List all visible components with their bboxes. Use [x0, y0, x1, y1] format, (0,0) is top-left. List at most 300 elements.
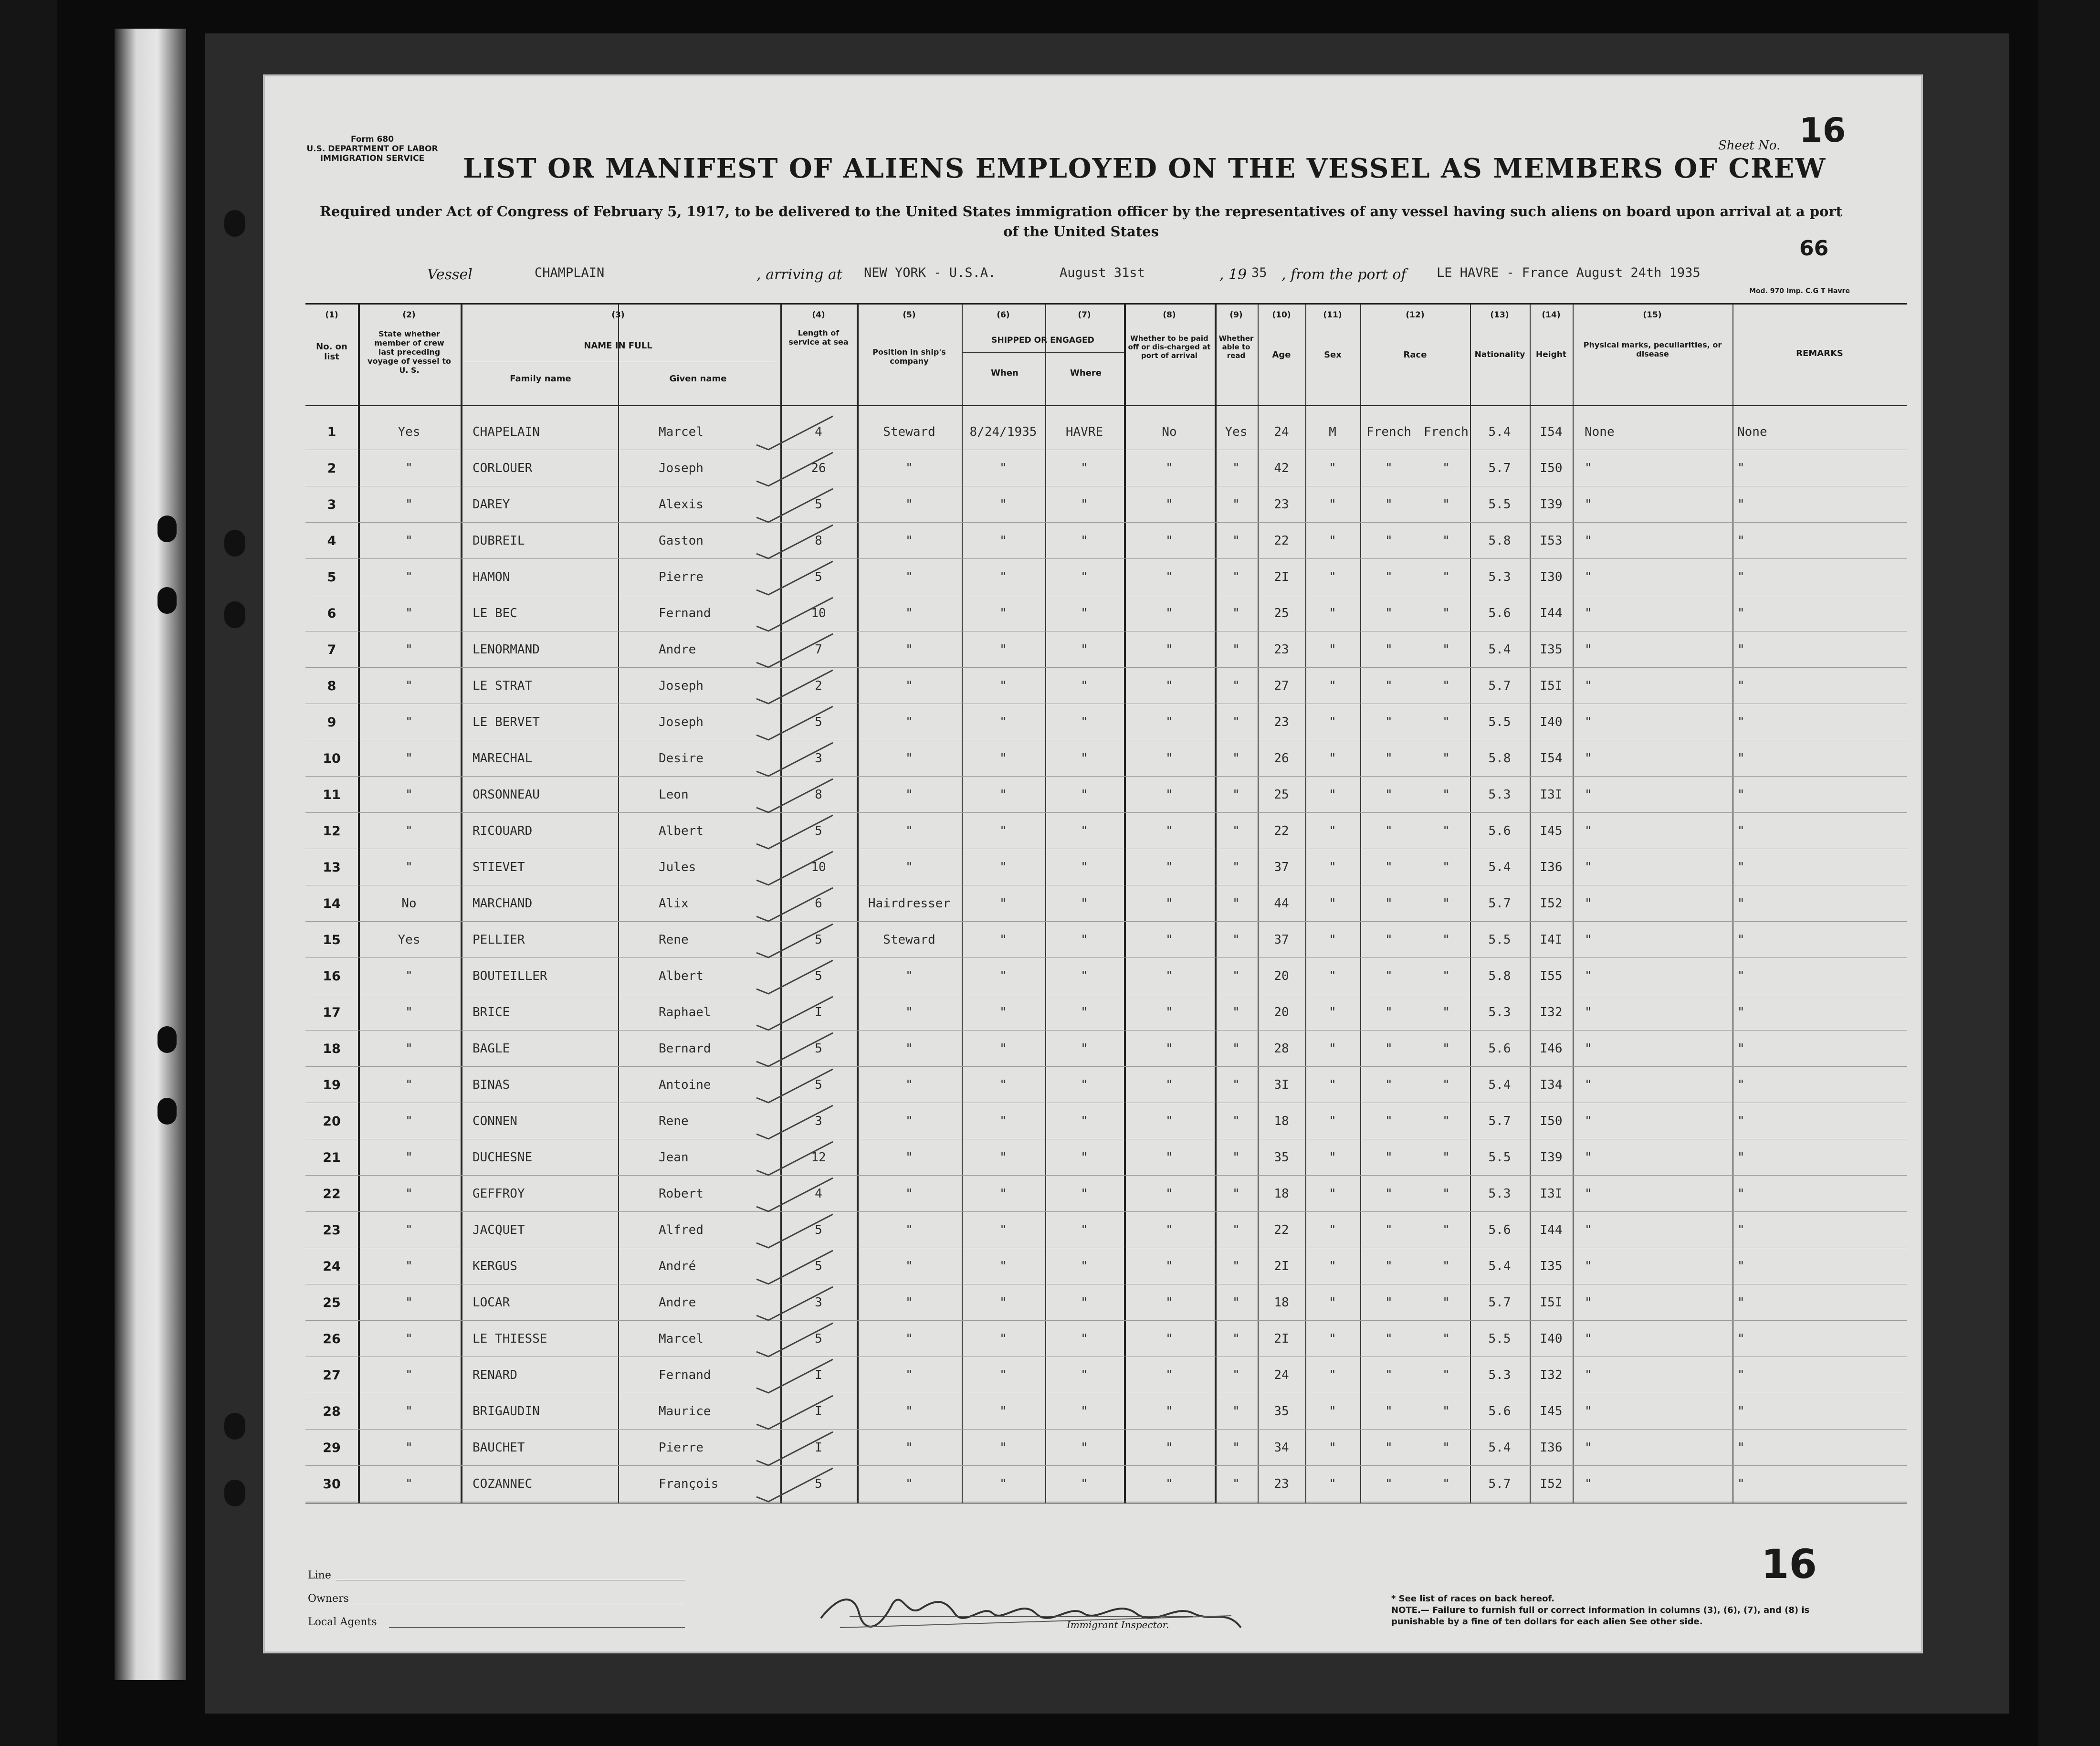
cell-race: " [1385, 1441, 1393, 1455]
cell-nationality: " [1442, 1332, 1450, 1346]
cell-race: " [1385, 896, 1393, 911]
cell-family: LE BEC [472, 606, 517, 621]
year-prefix: , 19 [1219, 266, 1247, 283]
cell-position: " [905, 751, 913, 766]
cell-read: " [1232, 969, 1240, 983]
row-number: 6 [327, 606, 336, 621]
cell-race: " [1385, 606, 1393, 621]
cell-service: 5 [815, 715, 822, 729]
column-number: (9) [1229, 310, 1243, 320]
row-number: 8 [327, 679, 336, 694]
cell-race: " [1385, 715, 1393, 729]
cell-voyage: " [405, 1223, 413, 1237]
cell-paid: " [1166, 570, 1173, 584]
cell-remarks: " [1737, 1150, 1745, 1165]
cell-marks: " [1585, 1041, 1592, 1056]
cell-paid: " [1166, 933, 1173, 947]
cell-voyage: " [405, 751, 413, 766]
cell-family: BAUCHET [472, 1441, 525, 1455]
cell-weight: I40 [1540, 1332, 1563, 1346]
cell-where: " [1081, 896, 1088, 911]
cell-service: 6 [815, 896, 822, 911]
cell-service: I [815, 1441, 822, 1455]
cell-service: 3 [815, 1114, 822, 1128]
cell-paid: " [1166, 896, 1173, 911]
cell-age: 35 [1274, 1150, 1289, 1165]
cell-read: " [1232, 642, 1240, 657]
cell-marks: " [1585, 1441, 1592, 1455]
binder-strip [115, 29, 186, 1680]
cell-when: 8/24/1935 [969, 425, 1037, 439]
cell-service: 5 [815, 497, 822, 512]
cell-age: 20 [1274, 1005, 1289, 1020]
cell-age: 27 [1274, 679, 1289, 693]
cell-marks: " [1585, 534, 1592, 548]
cell-race: " [1385, 860, 1393, 874]
cell-position: " [905, 679, 913, 693]
cell-read: " [1232, 1259, 1240, 1273]
row-number: 13 [323, 860, 341, 875]
column-number: (14) [1542, 310, 1561, 320]
from-port-label: , from the port of [1281, 266, 1407, 283]
column-number: (12) [1406, 310, 1425, 320]
cell-read: " [1232, 534, 1240, 548]
cell-age: 42 [1274, 461, 1289, 475]
where-header: Where [1070, 368, 1102, 378]
cell-race: " [1385, 497, 1393, 512]
cell-when: " [999, 1005, 1007, 1020]
cell-where: " [1081, 1114, 1088, 1128]
cell-marks: " [1585, 1259, 1592, 1273]
vessel-label: Vessel [427, 266, 472, 283]
cell-age: 23 [1274, 642, 1289, 657]
cell-height: 5.3 [1488, 788, 1511, 802]
cell-read: " [1232, 570, 1240, 584]
cell-height: 5.7 [1488, 1295, 1511, 1310]
cell-given: Desire [659, 751, 704, 766]
voyage-header: State whether member of crew last preceding voyage of vessel to U. S. [368, 329, 451, 375]
row-rule [305, 1175, 1907, 1176]
row-number: 17 [323, 1005, 341, 1020]
cell-race: " [1385, 788, 1393, 802]
binder-hole [158, 515, 177, 542]
cell-race: " [1385, 1223, 1393, 1237]
penalty-note: NOTE.— Failure to furnish full or correct information in columns (3), (6), (7), and (8) is punishable by a fine of ten dollars for each alien See other side. [1391, 1605, 1810, 1627]
cell-where: " [1081, 679, 1088, 693]
cell-where: " [1081, 1005, 1088, 1020]
cell-remarks: " [1737, 969, 1745, 983]
cell-height: 5.6 [1488, 824, 1511, 838]
cell-where: " [1081, 1187, 1088, 1201]
cell-paid: " [1166, 1404, 1173, 1419]
cell-family: BOUTEILLER [472, 969, 547, 983]
cell-sex: " [1329, 534, 1336, 548]
form-department: U.S. DEPARTMENT OF LABOR [306, 144, 438, 154]
cell-service: 4 [815, 425, 822, 439]
cell-voyage: " [405, 860, 413, 874]
column-number: (11) [1323, 310, 1342, 320]
cell-voyage: " [405, 1295, 413, 1310]
cell-where: " [1081, 715, 1088, 729]
cell-age: 35 [1274, 1404, 1289, 1419]
cell-read: " [1232, 1078, 1240, 1092]
cell-marks: " [1585, 1295, 1592, 1310]
cell-sex: " [1329, 679, 1336, 693]
shipped-subheader-rule [962, 352, 1124, 353]
year-suffix: 35 [1251, 265, 1267, 280]
cell-voyage: " [405, 1005, 413, 1020]
cell-race: " [1385, 751, 1393, 766]
able-to-read-header: Whether able to read [1218, 334, 1254, 360]
cell-remarks: " [1737, 1114, 1745, 1128]
cell-nationality: " [1442, 1078, 1450, 1092]
cell-weight: I40 [1540, 715, 1563, 729]
cell-age: 22 [1274, 1223, 1289, 1237]
cell-height: 5.4 [1488, 642, 1511, 657]
cell-age: 26 [1274, 751, 1289, 766]
cell-sex: " [1329, 497, 1336, 512]
cell-paid: " [1166, 715, 1173, 729]
arriving-label: , arriving at [756, 266, 842, 283]
cell-voyage: " [405, 497, 413, 512]
cell-given: Gaston [659, 534, 704, 548]
cell-position: " [905, 1404, 913, 1419]
cell-given: Joseph [659, 461, 704, 475]
row-rule [305, 558, 1907, 559]
cell-sex: " [1329, 1441, 1336, 1455]
cell-sex: " [1329, 1259, 1336, 1273]
cell-when: " [999, 497, 1007, 512]
cell-race: " [1385, 1295, 1393, 1310]
cell-marks: " [1585, 896, 1592, 911]
cell-read: " [1232, 1005, 1240, 1020]
row-number: 2 [327, 461, 336, 476]
row-number: 26 [323, 1332, 341, 1346]
cell-nationality: " [1442, 1187, 1450, 1201]
cell-weight: I36 [1540, 1441, 1563, 1455]
cell-nationality: " [1442, 1150, 1450, 1165]
cell-family: BRICE [472, 1005, 510, 1020]
cell-sex: " [1329, 860, 1336, 874]
cell-given: François [659, 1477, 719, 1491]
column-rule [857, 305, 859, 1503]
column-rule [358, 305, 360, 1503]
form-number: Form 680 [350, 135, 394, 144]
cell-position: " [905, 1078, 913, 1092]
cell-marks: " [1585, 1477, 1592, 1491]
cell-service: 5 [815, 1332, 822, 1346]
cell-position: " [905, 788, 913, 802]
cell-position: " [905, 1114, 913, 1128]
check-mark [752, 1463, 838, 1506]
cell-read: " [1232, 896, 1240, 911]
cell-service: 5 [815, 1078, 822, 1092]
cell-where: " [1081, 824, 1088, 838]
cell-service: 7 [815, 642, 822, 657]
cell-paid: " [1166, 679, 1173, 693]
cell-remarks: " [1737, 570, 1745, 584]
row-rule [305, 667, 1907, 668]
cell-remarks: " [1737, 1441, 1745, 1455]
cell-sex: " [1329, 1150, 1336, 1165]
cell-when: " [999, 788, 1007, 802]
cell-position: " [905, 1223, 913, 1237]
cell-age: 18 [1274, 1114, 1289, 1128]
row-number: 4 [327, 534, 336, 548]
cell-where: " [1081, 497, 1088, 512]
row-number: 21 [323, 1150, 341, 1165]
cell-nationality: " [1442, 1295, 1450, 1310]
cell-marks: " [1585, 715, 1592, 729]
cell-when: " [999, 751, 1007, 766]
cell-paid: " [1166, 642, 1173, 657]
cell-age: 18 [1274, 1295, 1289, 1310]
cell-sex: " [1329, 1477, 1336, 1491]
cell-sex: " [1329, 1114, 1336, 1128]
row-number: 28 [323, 1404, 341, 1419]
cell-position: " [905, 1332, 913, 1346]
cell-position: " [905, 642, 913, 657]
family-given-rule [618, 362, 619, 1503]
cell-nationality: " [1442, 969, 1450, 983]
cell-height: 5.4 [1488, 1259, 1511, 1273]
cell-marks: " [1585, 1368, 1592, 1382]
cell-remarks: " [1737, 497, 1745, 512]
cell-position: " [905, 1477, 913, 1491]
cell-where: " [1081, 642, 1088, 657]
cell-age: 25 [1274, 606, 1289, 621]
binder-hole [158, 1026, 177, 1053]
cell-nationality: " [1442, 1114, 1450, 1128]
cell-family: GEFFROY [472, 1187, 525, 1201]
cell-position: " [905, 824, 913, 838]
cell-paid: " [1166, 1332, 1173, 1346]
cell-service: 5 [815, 1223, 822, 1237]
cell-family: LE STRAT [472, 679, 533, 693]
no-on-list-header: No. on list [316, 342, 347, 362]
cell-marks: " [1585, 1187, 1592, 1201]
cell-marks: " [1585, 969, 1592, 983]
cell-service: I [815, 1404, 822, 1419]
scan-edge-left [0, 0, 57, 1746]
cell-weight: I44 [1540, 1223, 1563, 1237]
cell-height: 5.8 [1488, 969, 1511, 983]
column-number: (15) [1643, 310, 1662, 320]
row-number: 22 [323, 1187, 341, 1201]
cell-nationality: " [1442, 642, 1450, 657]
footer-sheet-number: 16 [1761, 1541, 1817, 1588]
cell-paid: " [1166, 1259, 1173, 1273]
local-agents-label: Local Agents [308, 1616, 377, 1628]
cell-race: " [1385, 1332, 1393, 1346]
cell-paid: " [1166, 1114, 1173, 1128]
cell-remarks: " [1737, 860, 1745, 874]
owners-label: Owners [308, 1593, 349, 1605]
cell-height: 5.3 [1488, 1005, 1511, 1020]
cell-given: Pierre [659, 570, 704, 584]
row-rule [305, 921, 1907, 922]
column-number: (8) [1163, 310, 1176, 320]
cell-family: LE THIESSE [472, 1332, 547, 1346]
cell-when: " [999, 1441, 1007, 1455]
cell-weight: I36 [1540, 860, 1563, 874]
cell-given: Marcel [659, 1332, 704, 1346]
cell-age: 2I [1274, 570, 1289, 584]
cell-where: " [1081, 1404, 1088, 1419]
cell-age: 24 [1274, 1368, 1289, 1382]
cell-race: " [1385, 1005, 1393, 1020]
cell-where: " [1081, 1295, 1088, 1310]
cell-given: Alexis [659, 497, 704, 512]
cell-marks: None [1585, 425, 1615, 439]
cell-sex: " [1329, 1332, 1336, 1346]
cell-height: 5.7 [1488, 1477, 1511, 1491]
cell-voyage: " [405, 642, 413, 657]
cell-when: " [999, 1368, 1007, 1382]
row-rule [305, 1066, 1907, 1067]
column-number: (3) [611, 310, 625, 320]
cell-voyage: " [405, 606, 413, 621]
cell-age: 22 [1274, 534, 1289, 548]
row-rule [305, 1320, 1907, 1321]
cell-where: " [1081, 1150, 1088, 1165]
cell-remarks: " [1737, 1223, 1745, 1237]
cell-nationality: " [1442, 751, 1450, 766]
cell-where: " [1081, 1477, 1088, 1491]
cell-nationality: " [1442, 461, 1450, 475]
arrival-date: August 31st [1060, 265, 1145, 280]
cell-given: Albert [659, 824, 704, 838]
cell-height: 5.5 [1488, 1332, 1511, 1346]
cell-marks: " [1585, 642, 1592, 657]
cell-age: 3I [1274, 1078, 1289, 1092]
physical-marks-header: Physical marks, peculiarities, or disease [1583, 340, 1722, 358]
cell-family: DUBREIL [472, 534, 525, 548]
inspector-label: Immigrant Inspector. [1067, 1619, 1169, 1630]
cell-service: 4 [815, 1187, 822, 1201]
cell-given: Andre [659, 642, 696, 657]
cell-service: 5 [815, 824, 822, 838]
cell-remarks: " [1737, 1041, 1745, 1056]
cell-read: " [1232, 1150, 1240, 1165]
cell-voyage: " [405, 1332, 413, 1346]
cell-age: 23 [1274, 497, 1289, 512]
cell-where: " [1081, 1368, 1088, 1382]
cell-height: 5.3 [1488, 570, 1511, 584]
cell-read: " [1232, 933, 1240, 947]
cell-nationality: " [1442, 1368, 1450, 1382]
cell-when: " [999, 606, 1007, 621]
cell-nationality: " [1442, 1259, 1450, 1273]
cell-marks: " [1585, 788, 1592, 802]
cell-age: 23 [1274, 1477, 1289, 1491]
cell-race: " [1385, 1404, 1393, 1419]
cell-remarks: " [1737, 1404, 1745, 1419]
cell-where: " [1081, 1441, 1088, 1455]
cell-marks: " [1585, 1150, 1592, 1165]
cell-race: " [1385, 1114, 1393, 1128]
cell-family: BINAS [472, 1078, 510, 1092]
cell-voyage: " [405, 1114, 413, 1128]
cell-where: " [1081, 534, 1088, 548]
cell-given: Antoine [659, 1078, 711, 1092]
cell-remarks: " [1737, 1005, 1745, 1020]
cell-sex: " [1329, 570, 1336, 584]
cell-weight: I50 [1540, 461, 1563, 475]
row-number: 14 [323, 896, 341, 911]
cell-nationality: " [1442, 1223, 1450, 1237]
cell-position: " [905, 715, 913, 729]
cell-when: " [999, 570, 1007, 584]
footnote [1391, 1593, 1821, 1628]
cell-height: 5.4 [1488, 1441, 1511, 1455]
cell-family: CONNEN [472, 1114, 517, 1128]
row-rule [305, 1211, 1907, 1212]
cell-given: Fernand [659, 606, 711, 621]
cell-read: " [1232, 1441, 1240, 1455]
cell-when: " [999, 461, 1007, 475]
cell-voyage: No [401, 896, 417, 911]
paid-off-header: Whether to be paid off or dis-charged at port of arrival [1128, 334, 1211, 360]
punch-hole [224, 601, 245, 628]
row-number: 29 [323, 1441, 341, 1455]
cell-given: Jules [659, 860, 696, 874]
cell-height: 5.5 [1488, 497, 1511, 512]
row-number: 15 [323, 933, 341, 947]
row-number: 24 [323, 1259, 341, 1274]
cell-where: " [1081, 933, 1088, 947]
column-number: (6) [997, 310, 1010, 320]
cell-given: André [659, 1259, 696, 1273]
cell-race: " [1385, 824, 1393, 838]
cell-age: 2I [1274, 1332, 1289, 1346]
cell-read: " [1232, 1477, 1240, 1491]
family-name-header: Family name [510, 374, 571, 384]
cell-height: 5.7 [1488, 461, 1511, 475]
cell-paid: " [1166, 1150, 1173, 1165]
cell-height: 5.4 [1488, 1078, 1511, 1092]
cell-when: " [999, 534, 1007, 548]
cell-read: " [1232, 788, 1240, 802]
cell-paid: " [1166, 1005, 1173, 1020]
cell-position: " [905, 1150, 913, 1165]
cell-nationality: " [1442, 1005, 1450, 1020]
cell-age: 24 [1274, 425, 1289, 439]
height-header: Height [1536, 350, 1566, 359]
races-note: * See list of races on back hereof. [1391, 1594, 1555, 1604]
cell-where: " [1081, 570, 1088, 584]
cell-sex: " [1329, 1078, 1336, 1092]
cell-paid: " [1166, 497, 1173, 512]
row-rule [305, 1429, 1907, 1430]
cell-remarks: " [1737, 606, 1745, 621]
cell-nationality: " [1442, 606, 1450, 621]
cell-remarks: " [1737, 679, 1745, 693]
cell-service: 3 [815, 751, 822, 766]
remarks-header: REMARKS [1796, 348, 1843, 358]
cell-paid: " [1166, 788, 1173, 802]
cell-paid: " [1166, 1187, 1173, 1201]
cell-race: " [1385, 461, 1393, 475]
cell-read: Yes [1225, 425, 1248, 439]
cell-where: " [1081, 788, 1088, 802]
cell-given: Leon [659, 788, 689, 802]
column-number: (4) [812, 310, 825, 320]
cell-read: " [1232, 1295, 1240, 1310]
cell-weight: I39 [1540, 1150, 1563, 1165]
cell-family: MARCHAND [472, 896, 533, 911]
cell-age: 2I [1274, 1259, 1289, 1273]
